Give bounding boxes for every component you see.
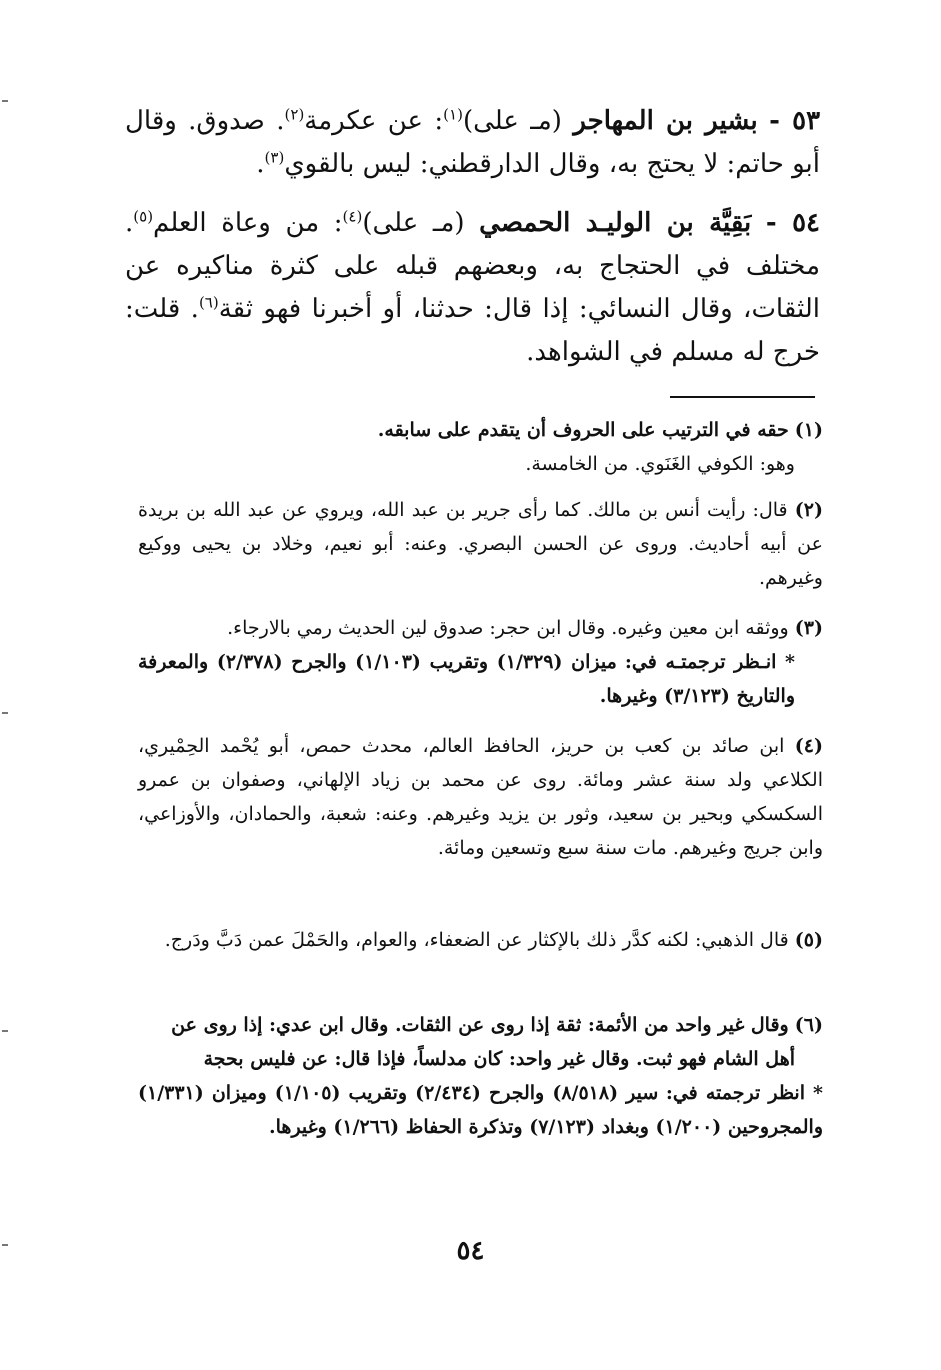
see-also-label: * انـظر ترجمتـه في: xyxy=(624,651,795,673)
footnote-ref[interactable]: (٥) xyxy=(133,207,154,226)
footnote-text: قال: رأيت أنس بن مالك. كما رأى جرير بن عبد الله، ويروي عن عبد الله بن بريدة عن أبيه أحاديث. وروى عن الحسن البصري. وعنه: أبو نعيم، وخلاد بن يحيى ووكيع وغيرهم. xyxy=(138,499,823,589)
footnote-number: (٤) xyxy=(794,735,823,757)
footnote-ref[interactable]: (٢) xyxy=(284,105,305,124)
narrator-name: بَقِيَّة بن الوليـد الحمصي xyxy=(479,208,752,238)
page-number: ٥٤ xyxy=(456,1236,485,1266)
footnote-text: وقال غير واحد من الأئمة: ثقة إذا روى عن الثقات. وقال ابن عدي: إذا روى عن xyxy=(171,1014,789,1036)
entry-text: . قلت: خرج له مسلم في الشواهد. xyxy=(125,294,820,367)
entry-53 xyxy=(125,100,820,186)
entry-text: . مختلف في الحتجاج به، وبعضهم قبله على كثرة مناكيره عن الثقات، وقال النسائي: إذا قال: حدثنا، أو أخبرنا فهو ثقة xyxy=(125,208,820,324)
entry-text: . xyxy=(256,149,265,179)
footnote-text: حقه في الترتيب على الحروف أن يتقدم على سابقه. xyxy=(377,419,789,441)
footnote-text: قال الذهبي: لكنه كدَّر ذلك بالإكثار عن الضعفاء، والعوام، والحَمْلَ عمن دَبَّ ودَرج. xyxy=(164,929,789,951)
footnote-separator xyxy=(670,396,815,398)
footnote-1 xyxy=(138,413,823,481)
footnote-number: (٦) xyxy=(794,1014,823,1036)
footnote-2 xyxy=(138,493,823,595)
footnote-6 xyxy=(138,1008,823,1144)
footnote-sources: ميزان (١/٣٢٩) وتقريب (١/١٠٣) والجرح (٢/٣٧٨) والمعرفة والتاريخ (٣/١٢٣) وغيرها. xyxy=(138,651,795,707)
entry-text: : من وعاة العلم xyxy=(153,208,343,238)
footnote-number: (٣) xyxy=(794,617,823,639)
entry-number: ٥٣ - xyxy=(769,106,821,136)
scan-edge-mark xyxy=(2,712,8,714)
footnote-number: (١) xyxy=(794,419,823,441)
footnote-ref[interactable]: (١) xyxy=(443,105,463,124)
footnote-4 xyxy=(138,729,823,865)
footnote-5 xyxy=(138,923,823,957)
footnote-text: ابن صائد بن كعب بن حريز، الحافظ العالم، محدث حمص، أبو يُحْمد الحِمْيري، الكلاعي ولد سنة عشر ومائة. روى عن محمد بن زياد الإلهاني، وصفوان بن عمرو السكسكي وبحير بن سعيد، وثور بن يزيد وغيرهم. وعنه: شعبة، والحمادان، والأوزاعي، وابن جريج وغيرهم. مات سنة سبع وتسعين ومائة. xyxy=(138,735,823,859)
footnote-text: أهل الشام فهو ثبت. وقال غير واحد: كان مدلساً، فإذا قال: عن فليس بحجة xyxy=(203,1048,795,1070)
scan-edge-mark xyxy=(2,100,8,102)
scan-edge-mark xyxy=(2,1030,8,1032)
entry-text: . صدوق. وقال أبو حاتم: لا يحتج به، وقال الدارقطني: ليس بالقوي xyxy=(125,106,820,179)
footnote-text: وهو: الكوفي الغَنَوي. من الخامسة. xyxy=(525,453,795,475)
entry-text: : عن عكرمة xyxy=(304,106,444,136)
entry-number: ٥٤ - xyxy=(765,208,821,238)
footnote-sources: سير (٨/٥١٨) والجرح (٢/٤٣٤) وتقريب (١/١٠٥) وميزان (١/٣٣١) والمجروحين (١/٢٠٠) وبغداد (٧/١٢٣) وتذكرة الحفاظ (١/٢٦٦) وغيرها. xyxy=(138,1082,823,1138)
footnote-text: ووثقه ابن معين وغيره. وقال ابن حجر: صدوق لين الحديث رمي بالارجاء. xyxy=(227,617,789,639)
footnote-number: (٢) xyxy=(794,499,823,521)
source-symbols: (مـ على) xyxy=(462,106,562,136)
scan-edge-mark xyxy=(2,1244,8,1246)
narrator-name: بشير بن المهاجر xyxy=(573,106,758,136)
footnote-3 xyxy=(138,611,823,713)
footnote-number: (٥) xyxy=(794,929,823,951)
footnote-ref[interactable]: (٦) xyxy=(198,293,219,312)
entry-54 xyxy=(125,202,820,374)
see-also-label: * انظر ترجمته في: xyxy=(665,1082,823,1104)
source-symbols: (مـ على) xyxy=(362,208,465,238)
footnote-ref[interactable]: (٤) xyxy=(342,207,363,226)
footnote-ref[interactable]: (٣) xyxy=(264,148,285,167)
